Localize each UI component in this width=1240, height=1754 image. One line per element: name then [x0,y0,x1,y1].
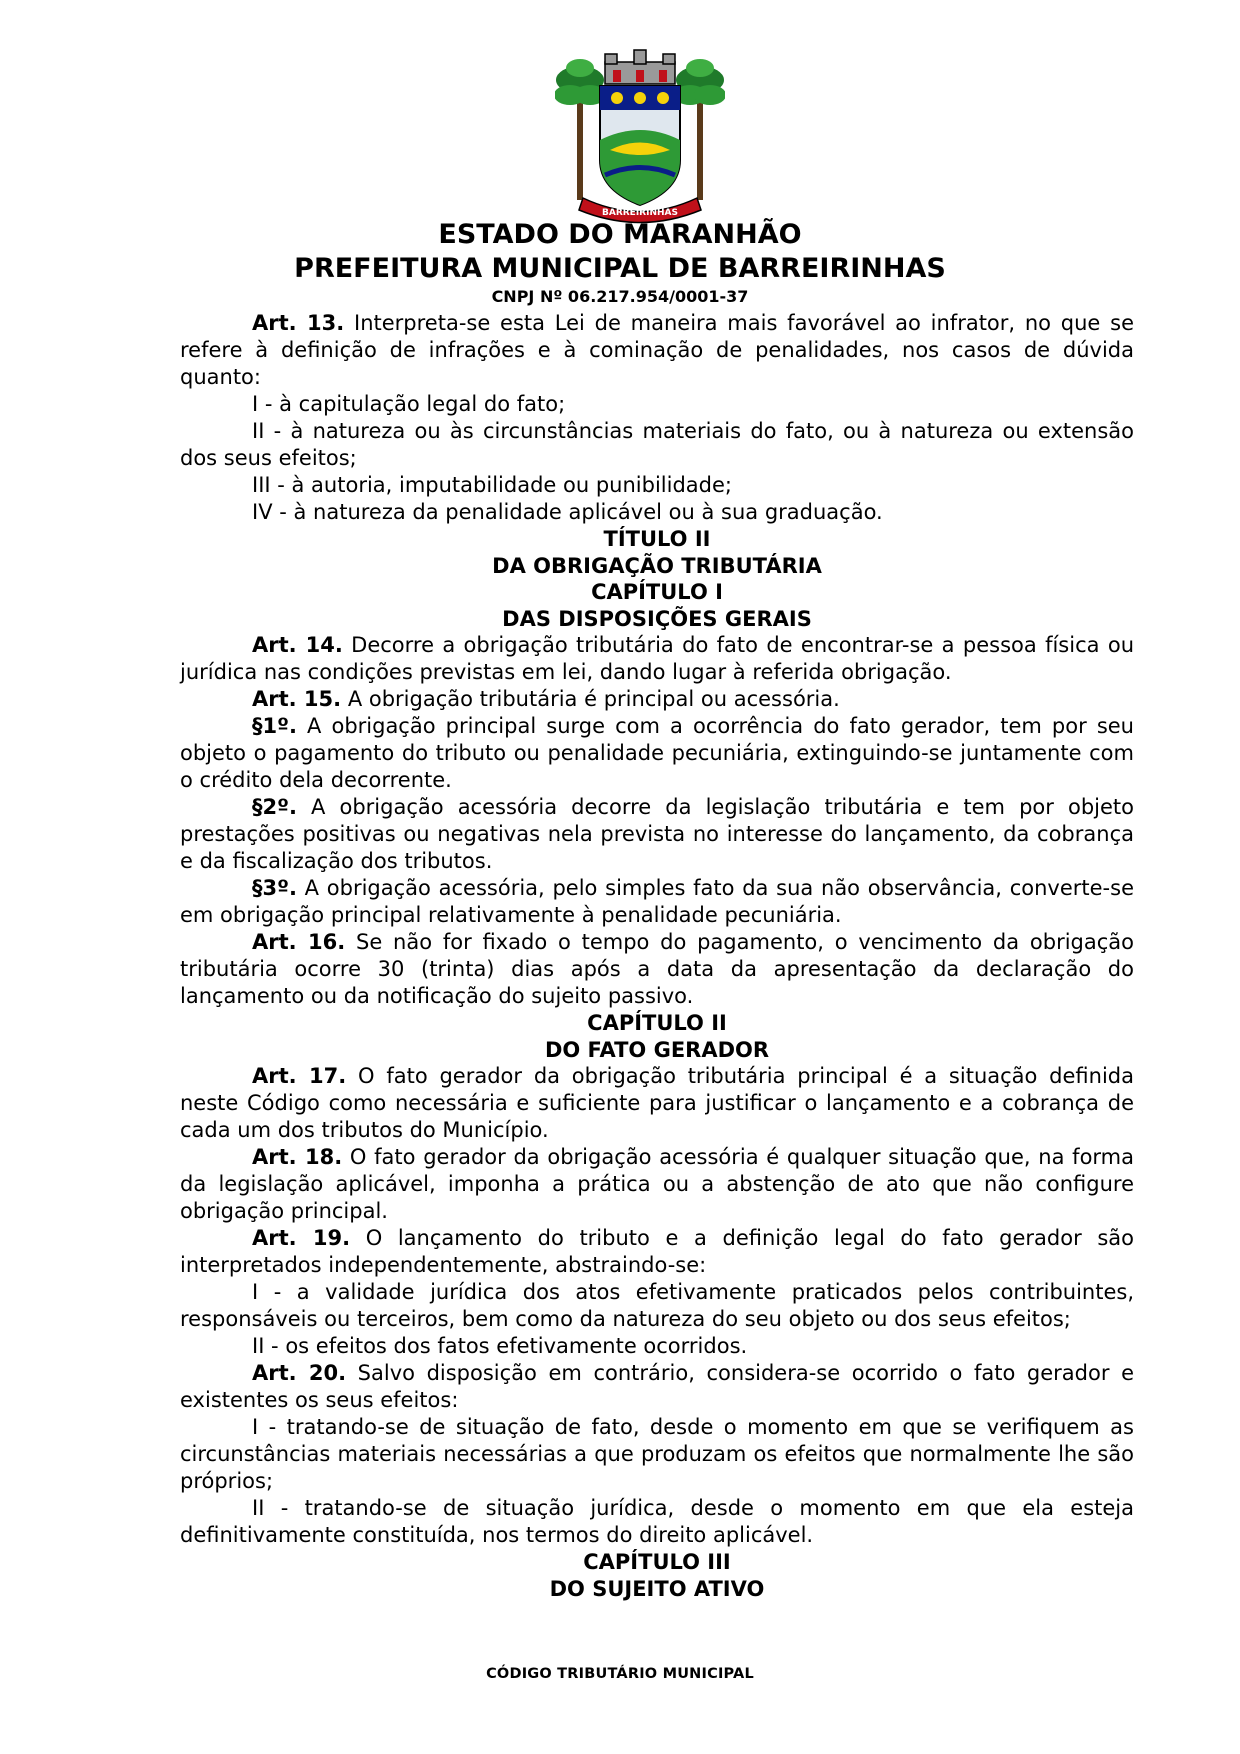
clause-paragraph [180,499,1134,526]
article-label: §2º. [252,795,297,819]
page-footer: CÓDIGO TRIBUTÁRIO MUNICIPAL [486,1666,754,1682]
article-label: Art. 15. [252,687,342,711]
article-paragraph [180,686,1134,713]
clause-paragraph [180,1333,1134,1360]
article-text: Salvo disposição em contrário, considera-se ocorrido o fato gerador e existentes os seus efeitos: [180,1361,1134,1412]
article-label: §3º. [252,876,297,900]
section-heading: DO SUJEITO ATIVO [549,1576,765,1601]
article-paragraph [180,875,1134,929]
article-text: I - tratando-se de situação de fato, desde o momento em que se verifiquem as circunstâncias materiais necessárias a que produzam os efeitos que normalmente lhe são próprios; [180,1415,1134,1493]
section-heading: DAS DISPOSIÇÕES GERAIS [502,606,812,631]
article-text: O fato gerador da obrigação tributária principal é a situação definida neste Código como necessária e suficiente para justificar o lançamento e a cobrança de cada um dos tributos do Município. [180,1064,1134,1142]
shield-icon [600,86,680,205]
section-heading: DO FATO GERADOR [544,1037,770,1062]
article-paragraph [180,1144,1134,1225]
coat-of-arms-logo [555,40,725,225]
article-label: Art. 13. [252,311,345,335]
article-label: Art. 18. [252,1145,343,1169]
right-palm-icon [674,59,725,200]
article-paragraph [180,310,1134,391]
prefecture-title: PREFEITURA MUNICIPAL DE BARREIRINHAS [294,253,946,284]
cnpj-line: CNPJ Nº 06.217.954/0001-37 [491,287,749,306]
left-palm-icon [555,59,606,200]
clause-paragraph [180,418,1134,472]
clause-paragraph [180,391,1134,418]
article-paragraph [180,929,1134,1010]
mural-crown-icon [605,50,675,84]
section-heading: TÍTULO II [603,527,711,551]
section-heading: DA OBRIGAÇÃO TRIBUTÁRIA [492,553,822,578]
article-label: Art. 17. [252,1064,347,1088]
article-label: Art. 14. [252,633,343,657]
article-text: II - tratando-se de situação jurídica, desde o momento em que ela esteja definitivamente constituída, nos termos do direito aplicável. [180,1496,1134,1547]
section-heading: CAPÍTULO I [591,580,723,604]
article-text: II - os efeitos dos fatos efetivamente ocorridos. [252,1334,748,1358]
article-text: O fato gerador da obrigação acessória é qualquer situação que, na forma da legislação aplicável, imponha a prática ou a abstenção de ato que não configure obrigação principal. [180,1145,1135,1223]
clause-paragraph [180,1414,1134,1495]
article-text: Decorre a obrigação tributária do fato de encontrar-se a pessoa física ou jurídica nas condições previstas em lei, dando lugar à referida obrigação. [180,633,1134,684]
article-paragraph [180,1225,1134,1279]
article-text: A obrigação principal surge com a ocorrência do fato gerador, tem por seu objeto o pagamento do tributo ou penalidade pecuniária, extinguindo-se juntamente com o crédito dela decorrente. [180,714,1134,792]
article-text: A obrigação tributária é principal ou acessória. [341,687,840,711]
article-text: Interpreta-se esta Lei de maneira mais favorável ao infrator, no que se refere à definição de infrações e à cominação de penalidades, nos casos de dúvida quanto: [180,311,1134,389]
state-title: ESTADO DO MARANHÃO [438,219,802,250]
article-text: III - à autoria, imputabilidade ou punibilidade; [252,473,732,497]
letterhead [180,218,1060,308]
article-paragraph [180,794,1134,875]
clause-paragraph [180,1279,1134,1333]
article-paragraph [180,1360,1134,1414]
clause-paragraph [180,1495,1134,1549]
section-heading: CAPÍTULO III [583,1550,731,1574]
article-text: IV - à natureza da penalidade aplicável ou à sua graduação. [252,500,883,524]
article-text: Se não for fixado o tempo do pagamento, o vencimento da obrigação tributária ocorre 30 (trinta) dias após a data da apresentação da declaração do lançamento ou da notificação do sujeito passivo. [180,930,1135,1008]
article-text: II - à natureza ou às circunstâncias materiais do fato, ou à natureza ou extensão dos seus efeitos; [180,419,1134,470]
article-text: I - a validade jurídica dos atos efetivamente praticados pelos contribuintes, responsáveis ou terceiros, bem como da natureza do seu objeto ou dos seus efeitos; [180,1280,1134,1331]
article-text: O lançamento do tributo e a definição legal do fato gerador são interpretados independentemente, abstraindo-se: [180,1226,1134,1277]
article-text: I - à capitulação legal do fato; [252,392,566,416]
article-label: Art. 16. [252,930,346,954]
document-body [180,310,1134,1602]
article-text: A obrigação acessória decorre da legislação tributária e tem por objeto prestações positivas ou negativas nela prevista no interesse do lançamento, da cobrança e da fiscalização dos tributos. [180,795,1134,873]
article-label: Art. 20. [252,1361,347,1385]
crest-ribbon-text: BARREIRINHAS [602,208,678,218]
article-paragraph [180,632,1134,686]
article-paragraph [180,1063,1134,1144]
article-label: §1º. [252,714,297,738]
article-label: Art. 19. [252,1226,351,1250]
section-heading: CAPÍTULO II [587,1011,727,1035]
article-text: A obrigação acessória, pelo simples fato da sua não observância, converte-se em obrigação principal relativamente à penalidade pecuniária. [180,876,1134,927]
article-paragraph [180,713,1134,794]
clause-paragraph [180,472,1134,499]
